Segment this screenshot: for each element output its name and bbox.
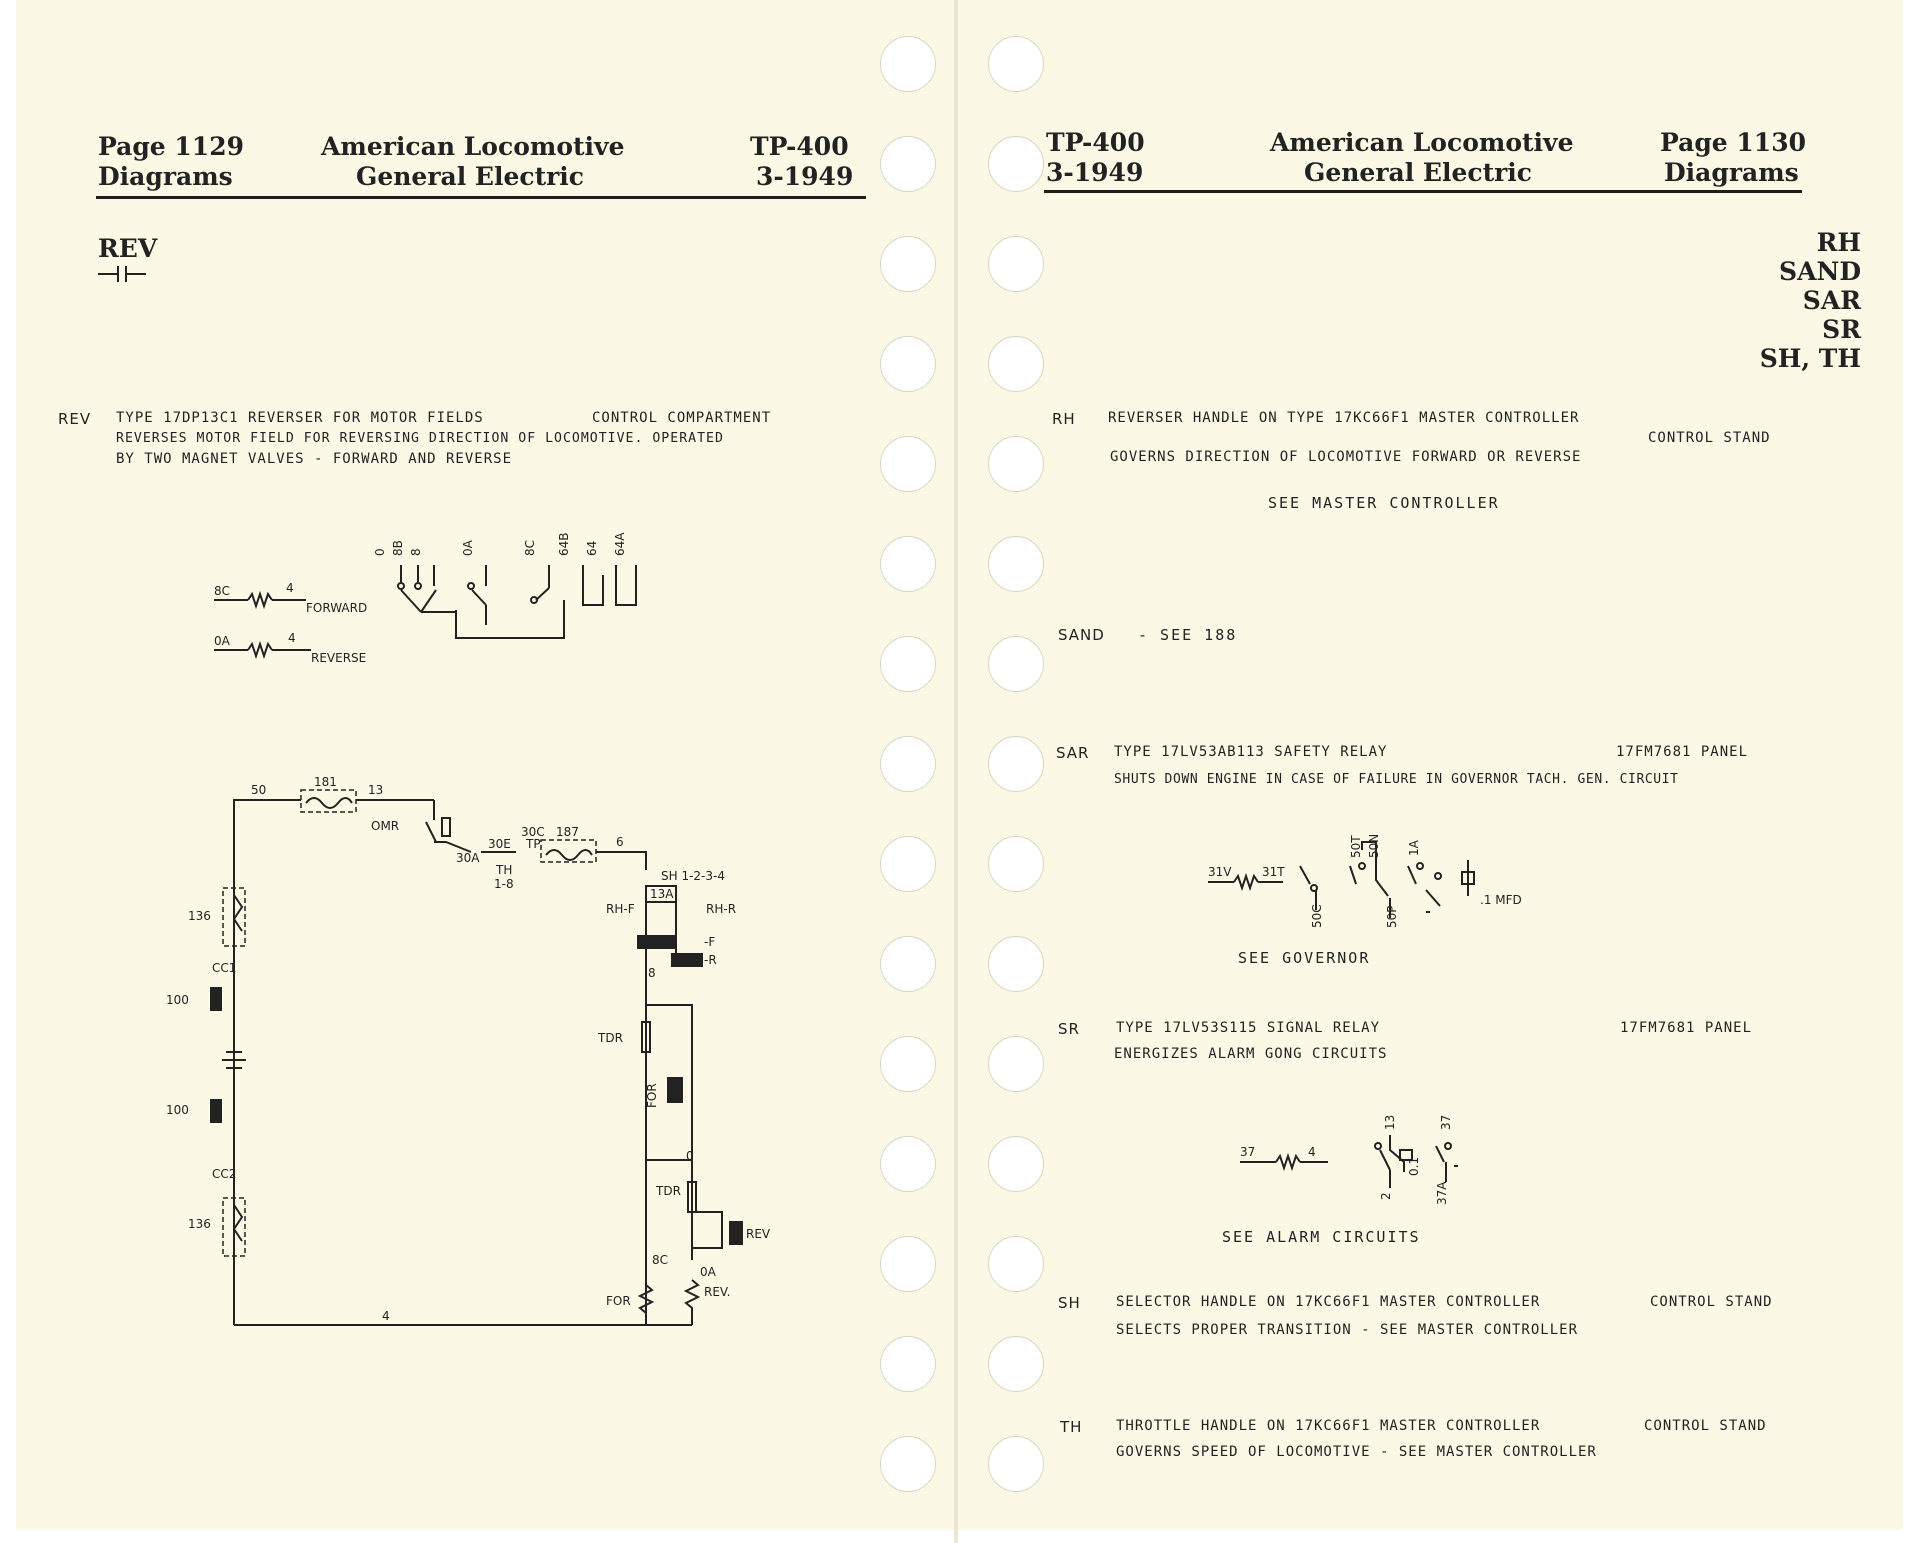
entry-location: CONTROL STAND (1644, 1418, 1767, 1434)
contact-label: 37A (1435, 1181, 1449, 1205)
entry-code: TH (1060, 1418, 1083, 1436)
entry-code: SH (1058, 1294, 1081, 1312)
page-number: Page 1130 (1660, 128, 1806, 157)
entry-location: 17FM7681 PANEL (1620, 1020, 1753, 1036)
entry-line: TYPE 17DP13C1 REVERSER FOR MOTOR FIELDS (116, 410, 484, 426)
right-page (958, 0, 1903, 1530)
wire-label: 0A (700, 1265, 716, 1279)
entry-code: SAND (1058, 626, 1105, 644)
wire-label: 50 (251, 783, 267, 797)
subject-label: REV (98, 234, 158, 263)
contact-label: 50N (1367, 833, 1381, 858)
contact-label: 50P (1385, 905, 1399, 928)
entry-line: THROTTLE HANDLE ON 17KC66F1 MASTER CONTROLLER (1116, 1418, 1541, 1434)
section-title: Diagrams (1664, 158, 1799, 187)
throttle-position: 1-8 (494, 877, 514, 891)
contact-label: 2 (1379, 1192, 1393, 1200)
wire-label: 30A (456, 851, 480, 865)
contactor-label: CC1 (212, 961, 237, 975)
entry-line: REVERSES MOTOR FIELD FOR REVERSING DIRECTION OF LOCOMOTIVE. OPERATED (116, 431, 724, 446)
contact-label: 64B (557, 532, 571, 556)
entry-line: SHUTS DOWN ENGINE IN CASE OF FAILURE IN GOVERNOR TACH. GEN. CIRCUIT (1114, 772, 1679, 787)
wire-label: 30C (521, 825, 545, 839)
coil-terminal: 8C (214, 584, 231, 598)
relay-label: TP (526, 837, 541, 851)
contact-label: 0 (373, 548, 387, 556)
company-name-2: General Electric (356, 162, 585, 191)
position-label: -F (704, 935, 716, 949)
wire-label: 8C (652, 1253, 669, 1267)
coil-terminal: 31T (1262, 865, 1285, 879)
subject-label: RH (1816, 228, 1861, 257)
contact-label: 8C (523, 539, 537, 556)
resistor-label: FOR (606, 1294, 631, 1308)
capacitor-label: .1 MFD (1480, 893, 1522, 907)
document-number: TP-400 (1046, 128, 1145, 157)
entry-line: SELECTS PROPER TRANSITION - SEE MASTER CONTROLLER (1116, 1322, 1579, 1338)
wire-label: 6 (616, 835, 624, 849)
entry-code: SAR (1056, 744, 1090, 762)
entry-line: BY TWO MAGNET VALVES - FORWARD AND REVERSE (116, 451, 513, 467)
contact-label: 50T (1349, 835, 1363, 858)
see-reference: SEE MASTER CONTROLLER (1268, 494, 1500, 512)
coil-terminal: 0A (214, 634, 230, 648)
coil-terminal: 4 (1308, 1145, 1316, 1159)
entry-line: GOVERNS SPEED OF LOCOMOTIVE - SEE MASTER CONTROLLER (1116, 1444, 1597, 1460)
entry-line: SELECTOR HANDLE ON 17KC66F1 MASTER CONTROLLER (1116, 1294, 1541, 1310)
relay-label: 181 (314, 775, 337, 789)
wire-label: 13 (368, 783, 384, 797)
document-date: 3-1949 (1046, 158, 1144, 187)
entry-line: TYPE 17LV53S115 SIGNAL RELAY (1116, 1020, 1381, 1036)
coil-terminal: 4 (286, 581, 294, 595)
subject-label: SAR (1802, 286, 1861, 315)
subject-label: SR (1822, 315, 1861, 344)
handle-label: RH-R (706, 902, 737, 916)
throttle-label: TH (496, 863, 513, 877)
relay-label: 187 (556, 825, 579, 839)
coil-terminal: 37 (1240, 1145, 1256, 1159)
document-number: TP-400 (750, 132, 849, 161)
reverser-diagram (16, 0, 954, 1530)
wire-label: 8 (648, 966, 656, 980)
entry-line: TYPE 17LV53AB113 SAFETY RELAY (1114, 744, 1388, 760)
entry-location: 17FM7681 PANEL (1616, 744, 1749, 760)
contact-label: FOR (645, 1083, 659, 1108)
company-name: American Locomotive (1270, 128, 1574, 157)
wire-label: 0 (686, 1149, 694, 1163)
contact-label: 64 (585, 540, 599, 556)
terminal-label: 13A (650, 887, 674, 901)
resistor-label: REV. (704, 1285, 731, 1299)
coil-terminal: 31V (1208, 865, 1232, 879)
entry-line: - SEE 188 (1138, 626, 1238, 644)
company-name-2: General Electric (1304, 158, 1533, 187)
coil-terminal: 4 (288, 631, 296, 645)
fuse-label: 100 (166, 993, 189, 1007)
entry-location: CONTROL STAND (1648, 430, 1771, 446)
contact-label: 8 (409, 548, 423, 556)
subject-label: SAND (1779, 257, 1861, 286)
relay-label: 136 (188, 1217, 211, 1231)
contact-label: 0A (461, 540, 475, 556)
capacitor-label: 0.1 (1407, 1156, 1421, 1176)
contact-label: 64A (613, 532, 627, 556)
subject-label: SH, TH (1759, 344, 1861, 373)
entry-code: SR (1058, 1020, 1080, 1038)
coil-label: REV (746, 1227, 771, 1241)
position-label: -R (704, 953, 717, 967)
contact-label: 8B (391, 540, 405, 556)
see-reference: SEE ALARM CIRCUITS (1222, 1228, 1421, 1246)
contactor-label: CC2 (212, 1167, 237, 1181)
entry-code: REV (58, 410, 92, 428)
page-number: Page 1129 (98, 132, 244, 161)
entry-line: GOVERNS DIRECTION OF LOCOMOTIVE FORWARD OR REVERSE (1110, 449, 1582, 465)
coil-label: FORWARD (306, 601, 368, 615)
relay-label: TDR (598, 1031, 623, 1045)
relay-label: OMR (371, 819, 400, 833)
handle-label: RH-F (606, 902, 635, 916)
wire-label: 30E (488, 837, 511, 851)
entry-line: ENERGIZES ALARM GONG CIRCUITS (1114, 1046, 1388, 1062)
left-page (16, 0, 954, 1530)
relay-label: 136 (188, 909, 211, 923)
document-date: 3-1949 (756, 162, 854, 191)
section-title: Diagrams (98, 162, 233, 191)
relay-label: TDR (656, 1184, 681, 1198)
wire-label: 4 (382, 1309, 390, 1323)
fuse-label: 100 (166, 1103, 189, 1117)
entry-location: CONTROL STAND (1650, 1294, 1773, 1310)
contact-label: 13 (1383, 1114, 1397, 1130)
contact-label: 1A (1407, 840, 1421, 856)
contact-label: 50C (1310, 904, 1324, 928)
entry-location: CONTROL COMPARTMENT (592, 410, 772, 426)
contact-label: 37 (1439, 1114, 1453, 1130)
company-name: American Locomotive (321, 132, 625, 161)
see-reference: SEE GOVERNOR (1238, 949, 1371, 967)
coil-label: REVERSE (311, 651, 367, 665)
switch-label: SH 1-2-3-4 (661, 869, 725, 883)
entry-code: RH (1052, 410, 1076, 428)
entry-line: REVERSER HANDLE ON TYPE 17KC66F1 MASTER CONTROLLER (1108, 410, 1580, 426)
